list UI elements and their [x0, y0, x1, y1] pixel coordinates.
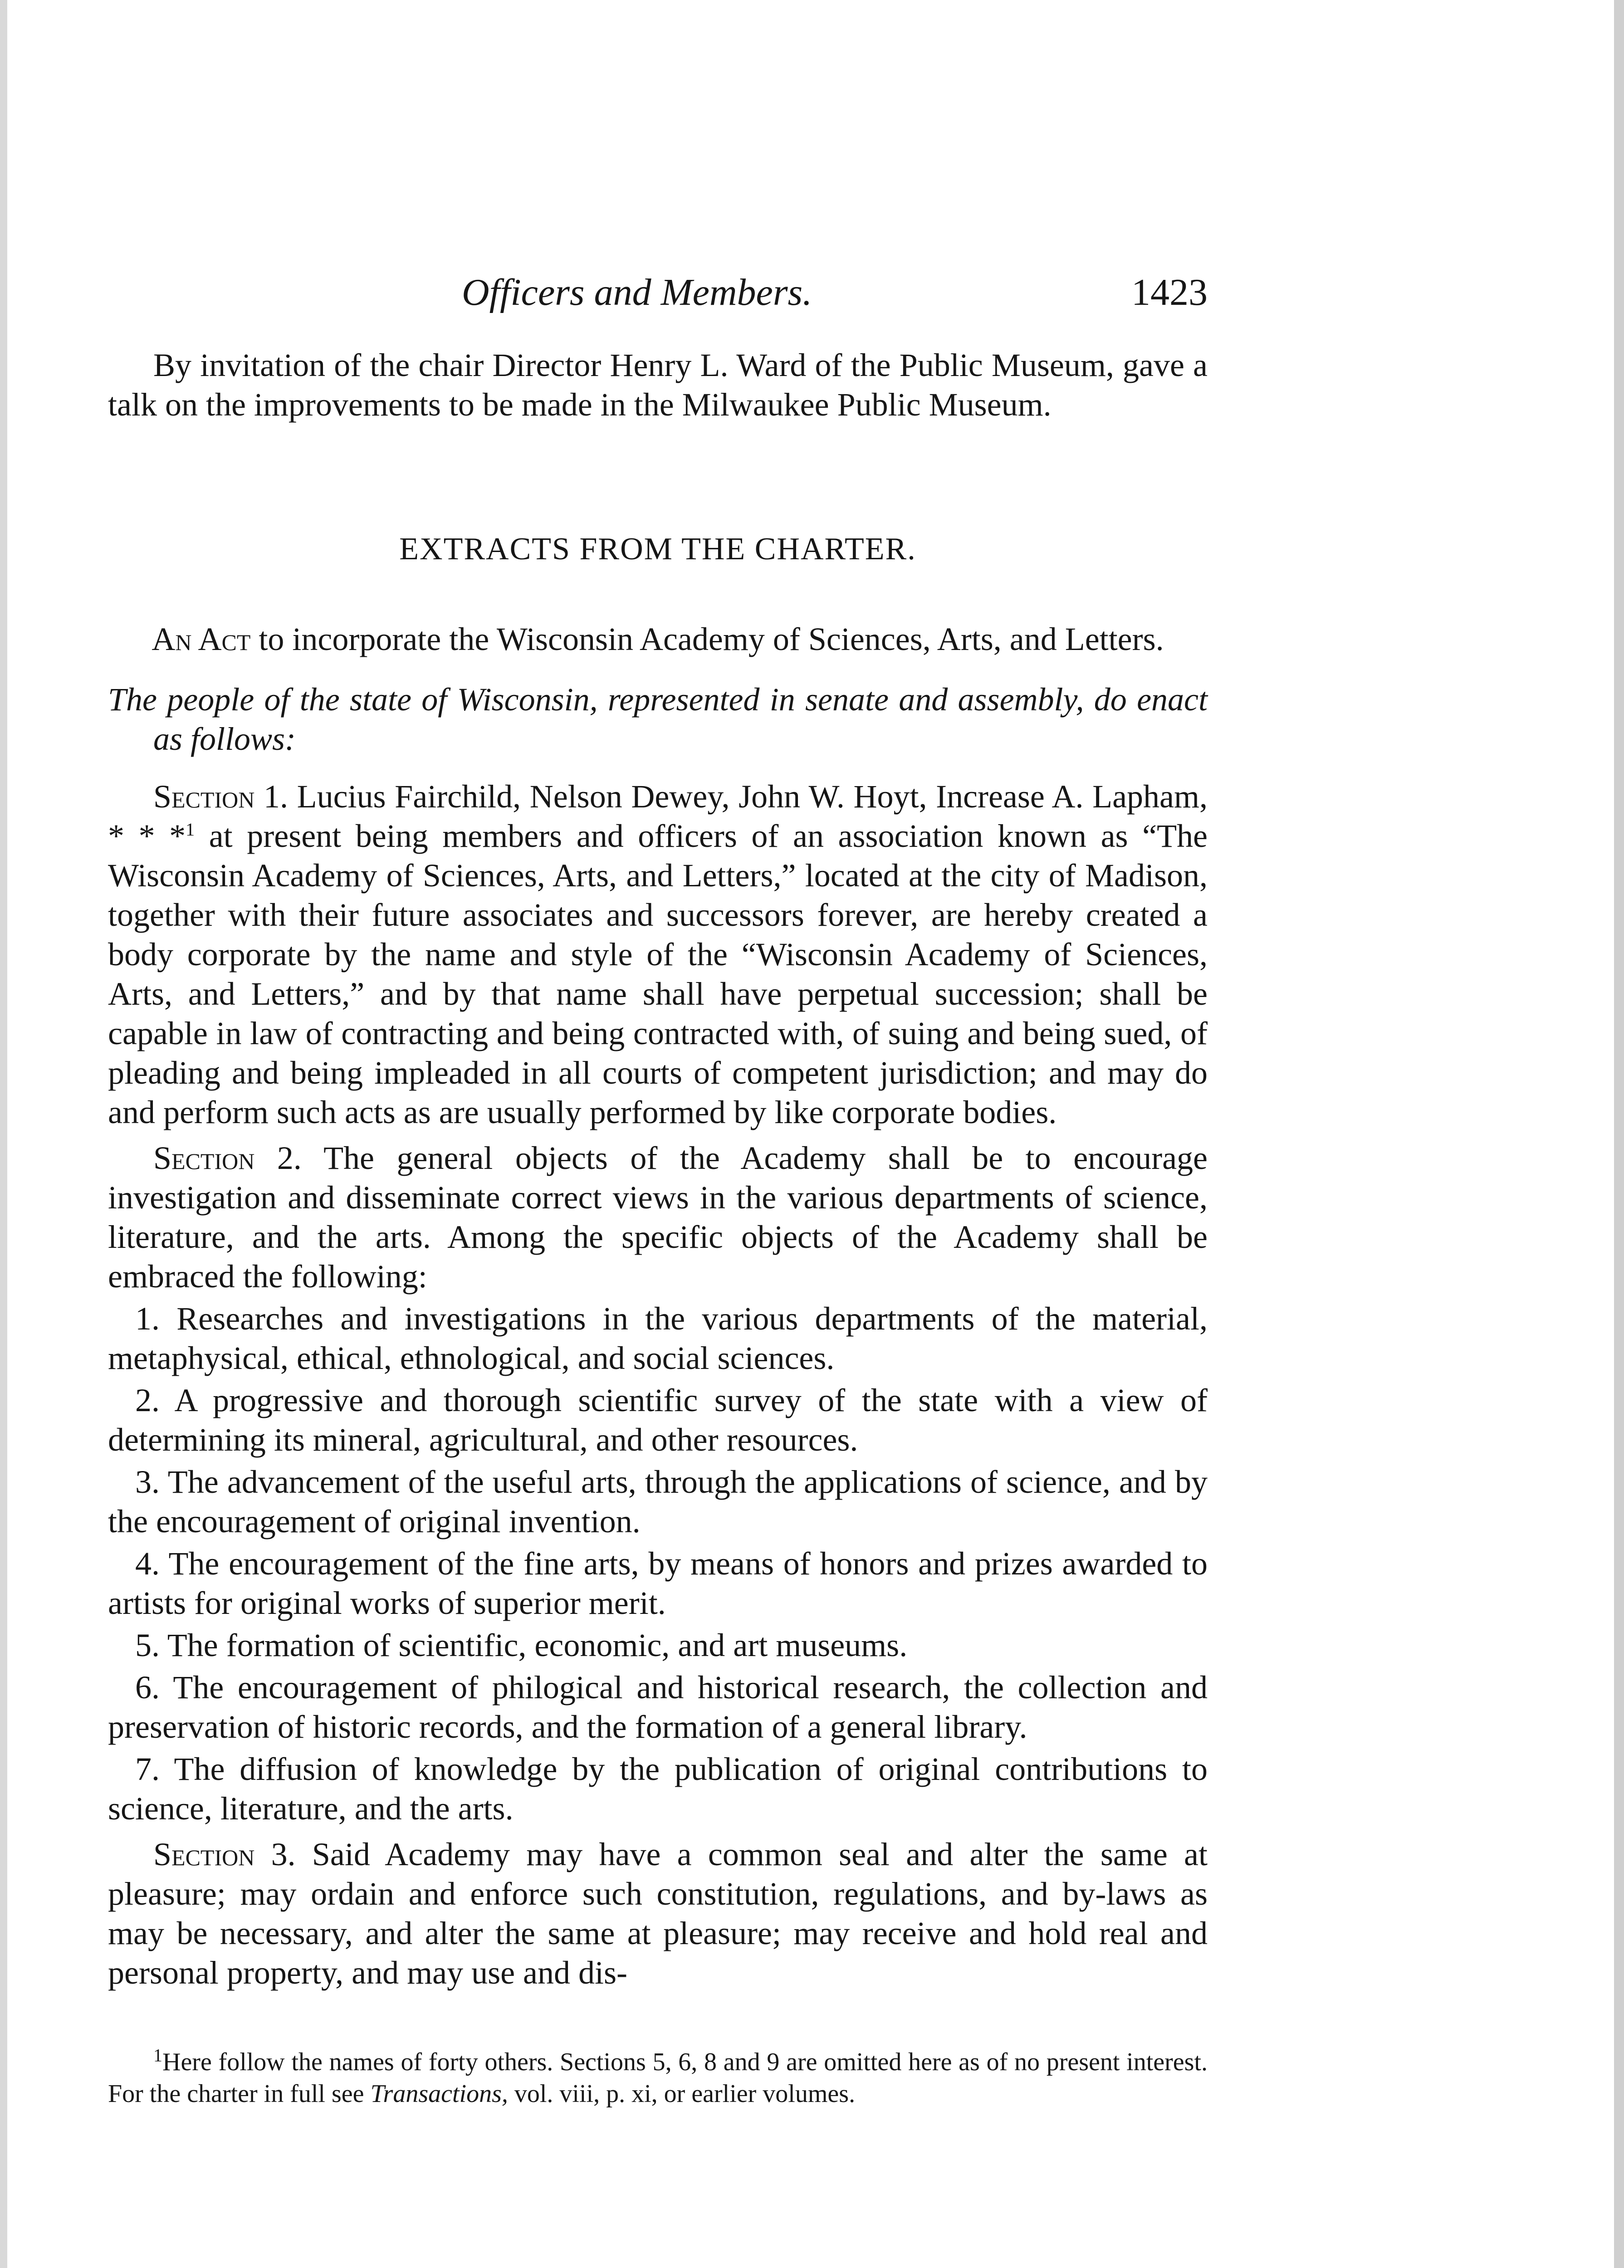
list-item-text: The diffusion of knowledge by the publication of original contributions to science, literature, and the arts. — [108, 1751, 1208, 1827]
list-item — [108, 1544, 1208, 1623]
list-item — [108, 1381, 1208, 1460]
section-3-label: Section 3. — [153, 1836, 296, 1872]
list-item — [108, 1299, 1208, 1378]
section-1-lead: Lucius Fairchild, Nelson Dewey, John W. Hoyt, Increase A. Lapham, * * * — [108, 778, 1208, 854]
list-item-text: Researches and investigations in the various departments of the material, metaphysical, ethical, ethnological, and social sciences. — [108, 1300, 1208, 1376]
section-2-text: The general objects of the Academy shall be to encourage investigation and disseminate correct views in the various departments of science, literature, and the arts. Among the specific objects of the Academy shall be embraced the following: — [108, 1140, 1208, 1295]
list-item — [108, 1462, 1208, 1541]
scan-right-edge — [1614, 0, 1624, 2268]
list-item — [108, 1668, 1208, 1747]
text-block — [108, 268, 1208, 2110]
section-1-label: Section 1. — [153, 778, 288, 815]
act-title-text: to incorporate the Wisconsin Academy of Sciences, Arts, and Letters. — [259, 621, 1164, 657]
section-3 — [108, 1835, 1208, 1993]
list-item — [108, 1626, 1208, 1665]
list-item-number: 3. — [135, 1464, 160, 1500]
list-item-number: 7. — [135, 1751, 160, 1787]
scan-left-edge — [0, 0, 7, 2268]
footnote-text-after: vol. viii, p. xi, or earlier volumes. — [508, 2080, 856, 2108]
intro-paragraph: By invitation of the chair Director Henry L. Ward of the Public Museum, gave a talk on the improvements to be made in the Milwaukee Public Museum. — [108, 347, 1208, 423]
list-item-text: The formation of scientific, economic, and art museums. — [167, 1627, 908, 1663]
list-item-text: A progressive and thorough scientific survey of the state with a view of determining its mineral, agricultural, and other resources. — [108, 1382, 1208, 1458]
footnote-marker: 1 — [153, 2045, 162, 2066]
page-header — [108, 268, 1208, 336]
list-item-text: The advancement of the useful arts, through the applications of science, and by the encouragement of original invention. — [108, 1464, 1208, 1540]
footnote-text-before: Here follow the names of forty others. Sections 5, 6, 8 and 9 are omitted here as of no present interest. For the charter in full see — [108, 2048, 1208, 2108]
list-item-number: 2. — [135, 1382, 160, 1418]
page-number: 1423 — [1131, 271, 1208, 313]
list-item-number: 4. — [135, 1545, 160, 1582]
enacting-clause: The people of the state of Wisconsin, represented in senate and assembly, do enact as follows: — [108, 681, 1208, 757]
footnote-journal-title: Transactions, — [370, 2080, 508, 2108]
list-item-number: 5. — [135, 1627, 160, 1663]
section-1 — [108, 777, 1208, 1132]
footnote — [108, 2046, 1208, 2110]
list-item-text: The encouragement of philogical and historical research, the collection and preservation of historic records, and the formation of a general library. — [108, 1669, 1208, 1745]
section-1-text: at present being members and officers of an association known as “The Wisconsin Academy of Sciences, Arts, and Letters,” located at the city of Madison, together with their future associates and successors forever, are hereby created a body corporate by the name and style of the “Wisconsin Academy of Sciences, Arts, and Letters,” and by that name shall have perpetual succession; shall be capable in law of contracting and being contracted with, of suing and being sued, of pleading and being impleaded in all courts of competent jurisdiction; and may do and perform such acts as are usually performed by like corporate bodies. — [108, 818, 1208, 1130]
act-title — [108, 620, 1208, 659]
act-label: An Act — [152, 621, 251, 657]
list-item-text: The encouragement of the fine arts, by means of honors and prizes awarded to artists for original works of superior merit. — [108, 1545, 1208, 1621]
footnote-reference: 1 — [186, 819, 195, 840]
list-item — [108, 1750, 1208, 1828]
section-heading: EXTRACTS FROM THE CHARTER. — [399, 532, 916, 567]
list-item-number: 1. — [135, 1300, 160, 1337]
running-head: Officers and Members. — [462, 271, 812, 313]
objects-list — [108, 1299, 1208, 1828]
section-2 — [108, 1139, 1208, 1296]
section-2-label: Section 2. — [153, 1140, 302, 1176]
list-item-number: 6. — [135, 1669, 160, 1706]
section-3-text: Said Academy may have a common seal and alter the same at pleasure; may ordain and enforce such constitution, regulations, and by-laws as may be necessary, and alter the same at pleasure; may receive and hold real and personal property, and may use and dis- — [108, 1836, 1208, 1991]
